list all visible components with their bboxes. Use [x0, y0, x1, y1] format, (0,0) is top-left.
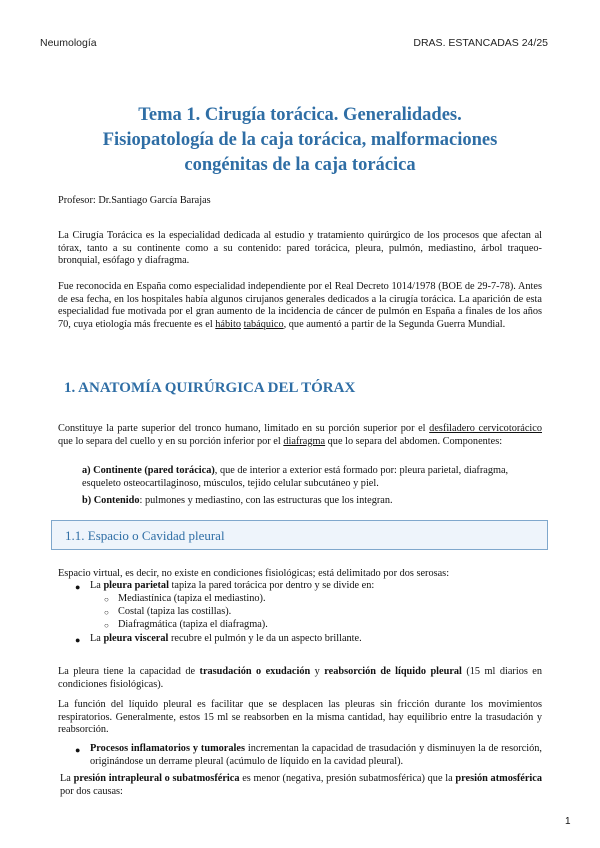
professor-line: Profesor: Dr.Santiago García Barajas: [58, 195, 211, 206]
header-group: DRAS. ESTANCADAS 24/25: [413, 37, 548, 49]
underlined-diafragma: diafragma: [283, 435, 326, 447]
sub-item-costal: Costal (tapiza las costillas).: [118, 606, 232, 617]
intrapleural-pressure-paragraph: La presión intrapleural o subatmosférica es menor (negativa, presión subatmosférica) que la presión atmosférica por dos causas:: [60, 773, 543, 797]
pleural-intro: Espacio virtual, es decir, no existe en condiciones fisiológicas; está delimitado por dos serosas:: [58, 568, 450, 579]
underlined-habito: hábito: [215, 318, 242, 330]
bullet-pleura-parietal: La pleura parietal tapiza la pared torácica por dentro y se divide en:: [90, 580, 375, 591]
underlined-desfiladero: desfiladero cervicotorácico: [429, 423, 542, 434]
bullet-icon: ●: [75, 745, 81, 755]
subsection-1-1-title: 1.1. Espacio o Cavidad pleural: [65, 528, 225, 543]
sub-bullet-icon: ○: [104, 621, 109, 630]
bullet-icon: ●: [75, 635, 81, 645]
sub-item-mediastinica: Mediastínica (tapiza el mediastino).: [118, 593, 266, 604]
bullet-icon: ●: [75, 582, 81, 592]
component-a: a) Continente (pared torácica), que de interior a exterior está formado por: pleura parietal, diafragma, esqueleto osteocartilaginoso, músculos, tejido celular subcutáneo y piel.: [82, 465, 509, 489]
section-1-heading: 1. ANATOMÍA QUIRÚRGICA DEL TÓRAX: [64, 380, 356, 396]
sub-bullet-icon: ○: [104, 608, 109, 617]
bullet-pleura-visceral: La pleura visceral recubre el pulmón y le da un aspecto brillante.: [90, 633, 362, 644]
pleural-capacity-paragraph: La pleura tiene la capacidad de trasudación o exudación y reabsorción de líquido pleural (15 ml diarios en condiciones fisiológicas).: [58, 666, 542, 690]
sub-item-diafragmatica: Diafragmática (tapiza el diafragma).: [118, 619, 268, 630]
section-1-paragraph: Constituye la parte superior del tronco humano, limitado en su porción superior por el desfiladero cervicotorácico que lo separa del cuello y en su porción inferior por el diafragma que lo separa del abdomen. Componentes:: [58, 423, 542, 447]
title-line-2: Fisiopatología de la caja torácica, malformaciones: [102, 130, 498, 150]
intro-paragraph-2: Fue reconocida en España como especialidad independiente por el Real Decreto 1014/1978 (BOE de 29-7-78). Antes de esa fecha, en los hospitales había algunos cirujanos generales dedicados a la cirugía torácica. La aparición de esta especialidad fue motivada por el gran aumento de la incidencia de cáncer de pulmón en España a finales de los años 70, cuya etiología más frecuente es el hábito tabáquico, que aumentó a partir de la Segunda Guerra Mundial.: [58, 281, 542, 330]
title-line-3: congénitas de la caja torácica: [184, 155, 416, 175]
pleural-function-paragraph: La función del líquido pleural es facilitar que se desplacen las pleuras sin fricción durante los movimientos respiratorios. Generalmente, estos 15 ml se reabsorben en la misma cantidad, hay equilibrio entre la trasudación y reabsorción.: [58, 699, 542, 736]
page-title: [50, 103, 550, 178]
bullet-inflammatory: Procesos inflamatorios y tumorales incrementan la capacidad de trasudación y disminuyen la de resorción, originándose un derrame pleural (acúmulo de líquido en la cavidad pleural).: [90, 743, 542, 767]
intro-paragraph-1: La Cirugía Torácica es la especialidad dedicada al estudio y tratamiento quirúrgico de los procesos que afectan al tórax, tanto a su continente como a su contenido: pared torácica, pleura, pulmón, mediastino, árbol traqueo-bronquial, esófago y diafragma.: [58, 230, 542, 267]
underlined-tabaquico: tabáquico: [243, 318, 284, 330]
subsection-1-1-heading: [51, 520, 548, 550]
component-b: b) Contenido: pulmones y mediastino, con las estructuras que los integran.: [82, 495, 393, 506]
sub-bullet-icon: ○: [104, 595, 109, 604]
header-subject: Neumología: [40, 37, 97, 49]
page-number: 1: [565, 816, 571, 827]
title-line-1: Tema 1. Cirugía torácica. Generalidades.: [138, 105, 462, 125]
